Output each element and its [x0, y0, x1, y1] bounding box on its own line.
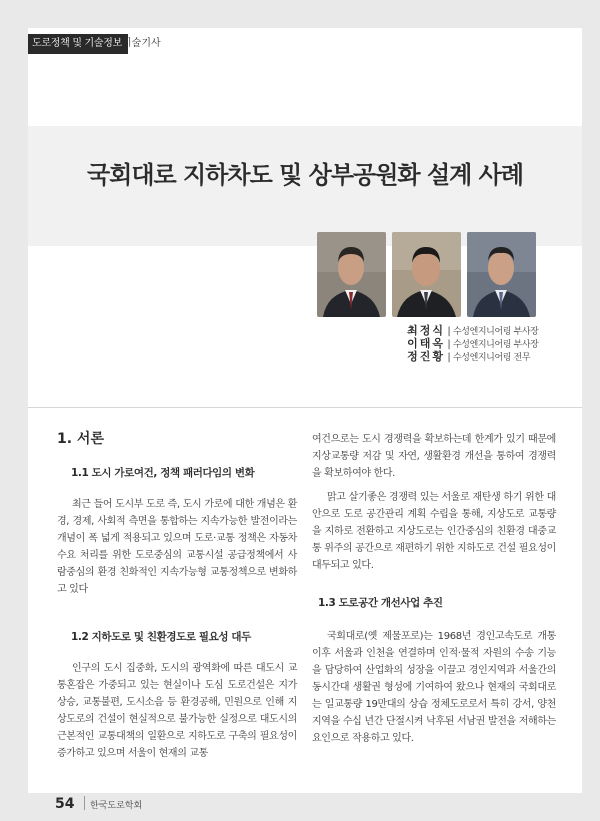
section-tag: 도로정책 및 기술정보 [28, 34, 128, 54]
paragraph-text: 최근 들어 도시부 도로 즉, 도시 가로에 대한 개념은 환경, 경제, 사회적 측면을 통합하는 지속가능한 발전이라는 개념이 폭 넓게 적용되고 있으며 도로·교통 정책은 자동차 수요 처리를 위한 도로중심의 교통시설 공급정책에서 사람중심의 환경 친화적인 지속가능형 교통정책으로 변화하고 있다 [57, 499, 297, 595]
author-name: 정진황 [407, 350, 445, 363]
document-page [28, 28, 582, 812]
author-photo-3 [467, 232, 536, 317]
author-separator: | [447, 339, 451, 350]
section-divider [28, 407, 582, 408]
section-heading: 1. 서론 [57, 431, 104, 447]
paragraph-text: 국회대로(옛 제물포로)는 1968년 경인고속도로 개통 이후 서울과 인천을 연결하며 인적·물적 자원의 수송 기능을 담당하여 산업화의 성장을 이끌고 경인지역과 서울간의 동시간대 생활권 형성에 기여하여 왔으나 현재의 국회대로는 일교통량 19만대의 상습 정체도로로서 특히 강서, 양천 지역을 수십 년간 단절시켜 낙후된 서남권 발전을 저해하는 요인으로 작용하고 있다. [312, 631, 556, 744]
author-name: 최정식 [407, 324, 445, 337]
author-role: 수성엔지니어링 전무 [453, 353, 531, 363]
paragraph [312, 489, 556, 574]
paragraph [57, 496, 297, 598]
author-row [398, 324, 538, 337]
author-name: 이태옥 [407, 337, 445, 350]
subsection-heading: 1.2 지하도로 및 친환경도로 필요성 대두 [71, 631, 251, 643]
author-row [398, 350, 538, 363]
author-separator: | [447, 352, 451, 363]
page-frame-top [0, 0, 600, 28]
paragraph [312, 431, 556, 482]
paragraph-text: 인구의 도시 집중화, 도시의 광역화에 따른 대도시 교통혼잡은 가중되고 있는 현실이나 도심 도로건설은 지가상승, 교통불편, 도시소음 등 환경공해, 민원으로 인해 지상도로의 건설이 현실적으로 불가능한 실정으로 대도시의 근본적인 교통대책의 일환으로 지하도로 구축의 필요성이 증가하고 있으며 서울이 현재의 교통 [57, 663, 297, 759]
paragraph [57, 660, 297, 762]
footer-separator [84, 796, 85, 810]
category-label: 기술기사 [122, 38, 161, 49]
subsection-heading: 1.1 도시 가로여건, 정책 패러다임의 변화 [71, 467, 255, 479]
subsection-heading: 1.3 도로공간 개선사업 추진 [318, 597, 443, 609]
author-photo-1 [317, 232, 386, 317]
paragraph-text: 여건으로는 도시 경쟁력을 확보하는데 한계가 있기 때문에 지상교통량 저감 및 자연, 생활환경 개선을 통하여 경쟁력을 확보하여야 한다. [312, 434, 556, 479]
author-separator: | [447, 326, 451, 337]
author-list [398, 324, 538, 363]
author-row [398, 337, 538, 350]
page-frame-right [582, 0, 600, 821]
page-frame-left [0, 0, 28, 821]
author-photo-2 [392, 232, 461, 317]
paragraph [312, 628, 556, 747]
author-role: 수성엔지니어링 부사장 [453, 340, 539, 350]
organization-name: 한국도로학회 [90, 801, 143, 811]
article-title: 국회대로 지하차도 및 상부공원화 설계 사례 [86, 161, 524, 189]
page-number: 54 [55, 796, 75, 812]
paragraph-text: 맑고 살기좋은 경쟁력 있는 서울로 재탄생 하기 위한 대안으로 도로 공간관리 계획 수립을 통해, 지상도로 교통량을 지하로 전환하고 지상도로는 인간중심의 친환경 대중교통 위주의 공간으로 재편하기 위한 지하도로 건설 필요성이 대두되고 있다. [312, 492, 556, 571]
author-role: 수성엔지니어링 부사장 [453, 327, 539, 337]
